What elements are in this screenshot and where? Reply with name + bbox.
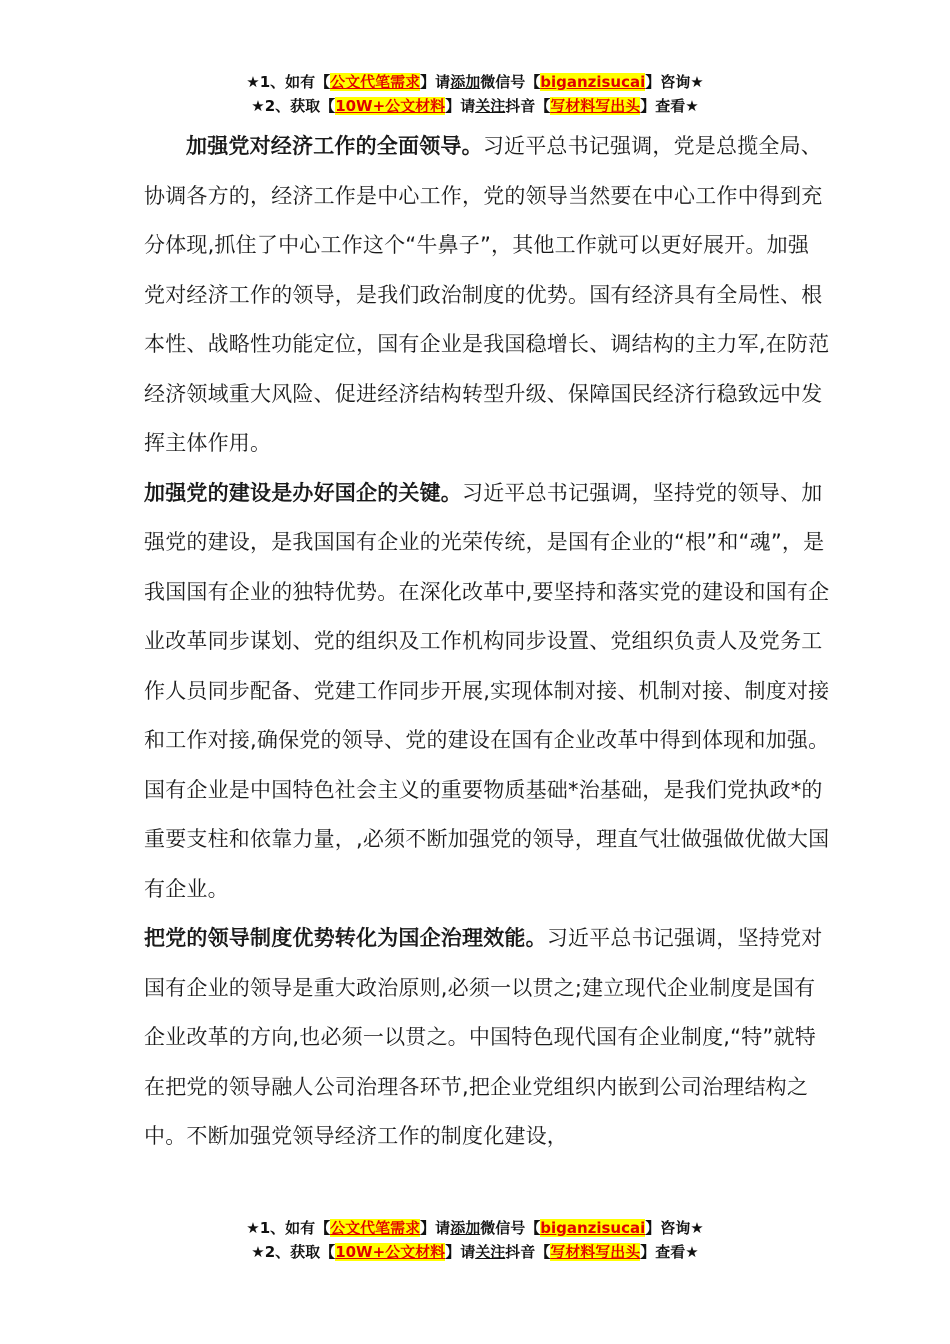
promo-text: 抖音【 (505, 1243, 551, 1261)
promo-text: 】请 (420, 73, 451, 91)
paragraph-text: 习近平总书记强调，坚持党对国有企业的领导是重大政治原则,必须一以贯之;建立现代企业制度是国有企业改革的方向,也必须一以贯之。中国特色现代国有企业制度,“特”就特在把党的领导融人公司治理各环节,把企业党组织内嵌到公司治理结构之中。不断加强党领导经济工作的制度化建设， (144, 926, 823, 1148)
promo-line-1 (0, 1216, 950, 1240)
paragraph-3 (144, 914, 830, 1162)
paragraph-heading: 加强党对经济工作的全面领导。 (186, 134, 483, 158)
promo-underlined-text: 关注 (475, 1243, 506, 1261)
promo-text: 】咨询★ (645, 73, 704, 91)
promo-text: ★1、如有【 (246, 1219, 331, 1237)
promo-highlight-wechat-id: biganzisucai (540, 1219, 646, 1237)
promo-highlight-materials: 10W+公文材料 (335, 1243, 446, 1261)
promo-text: ★1、如有【 (246, 73, 331, 91)
promo-highlight-service: 公文代笔需求 (330, 1219, 421, 1237)
paragraph-1 (144, 122, 830, 469)
paragraph-text: 习近平总书记强调，坚持党的领导、加强党的建设，是我国国有企业的光荣传统，是国有企业的“根”和“魂”，是我国国有企业的独特优势。在深化改革中,要坚持和落实党的建设和国有企业改革同步谋划、党的组织及工作机构同步设置、党组织负责人及党务工作人员同步配备、党建工作同步开展,实现体制对接、机制对接、制度对接和工作对接,确保党的领导、党的建设在国有企业改革中得到体现和加强。国有企业是中国特色社会主义的重要物质基础*治基础，是我们党执政*的重要支柱和依靠力量，,必须不断加强党的领导，理直气壮做强做优做大国有企业。 (144, 480, 830, 901)
paragraph-text: 习近平总书记强调，党是总揽全局、协调各方的，经济工作是中心工作，党的领导当然要在中心工作中得到充分体现,抓住了中心工作这个“牛鼻子”，其他工作就可以更好展开。加强党对经济工作的领导，是我们政治制度的优势。国有经济具有全局性、根本性、战略性功能定位，国有企业是我国稳增长、调结构的主力军,在防范经济领域重大风险、促进经济结构转型升级、保障国民经济行稳致远中发挥主体作用。 (144, 134, 830, 455)
promo-text: 】查看★ (640, 1243, 699, 1261)
promo-text: 】查看★ (640, 97, 699, 115)
promo-text: 】咨询★ (645, 1219, 704, 1237)
promo-highlight-wechat-id: biganzisucai (540, 73, 646, 91)
promo-text: ★2、获取【 (251, 97, 336, 115)
promo-line-2 (0, 94, 950, 118)
promo-line-2 (0, 1240, 950, 1264)
header-promo-banner (0, 70, 950, 118)
promo-highlight-materials: 10W+公文材料 (335, 97, 446, 115)
promo-underlined-text: 添加 (450, 1219, 481, 1237)
promo-text: 】请 (445, 1243, 476, 1261)
promo-line-1 (0, 70, 950, 94)
promo-text: 微信号【 (480, 1219, 541, 1237)
promo-highlight-douyin-id: 写材料写出头 (550, 1243, 641, 1261)
promo-text: 微信号【 (480, 73, 541, 91)
promo-text: 抖音【 (505, 97, 551, 115)
paragraph-2 (144, 469, 830, 915)
paragraph-heading: 把党的领导制度优势转化为国企治理效能。 (144, 926, 547, 950)
promo-text: 】请 (445, 97, 476, 115)
footer-promo-banner (0, 1216, 950, 1264)
promo-underlined-text: 关注 (475, 97, 506, 115)
promo-text: ★2、获取【 (251, 1243, 336, 1261)
promo-highlight-douyin-id: 写材料写出头 (550, 97, 641, 115)
paragraph-heading: 加强党的建设是办好国企的关键。 (144, 480, 462, 505)
document-body (144, 122, 830, 1162)
promo-text: 】请 (420, 1219, 451, 1237)
promo-highlight-service: 公文代笔需求 (330, 73, 421, 91)
promo-underlined-text: 添加 (450, 73, 481, 91)
